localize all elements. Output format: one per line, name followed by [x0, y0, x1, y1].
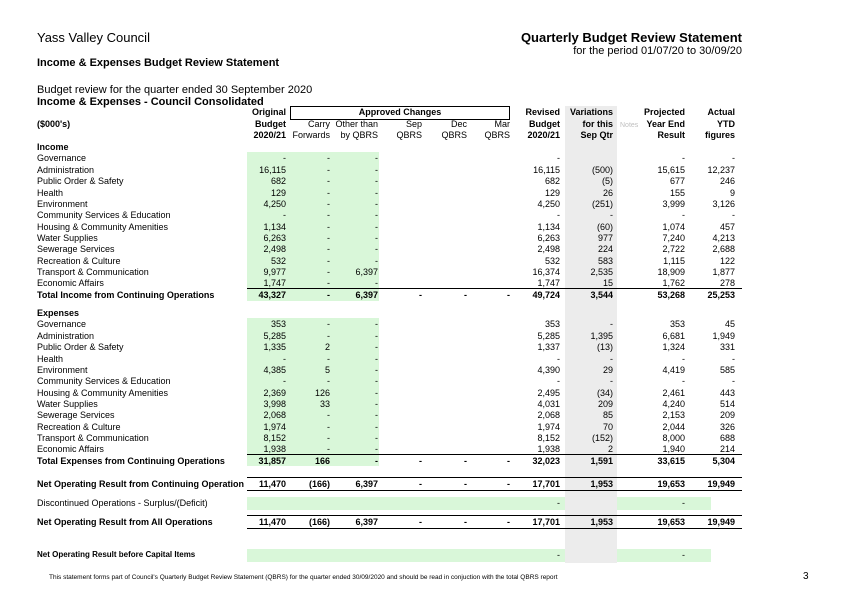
cell-variations-sep-qtr: - [610, 210, 613, 220]
cell-variations-sep-qtr: 15 [602, 278, 613, 288]
cell-revised-budget: - [557, 153, 560, 163]
cell-variations-sep-qtr: 26 [602, 188, 613, 198]
cell-projected-year-end: 2,153 [662, 410, 685, 420]
cell-original-budget: 9,977 [263, 267, 286, 277]
cell-carry-forwards: - [327, 244, 330, 254]
row-label: Sewerage Services [37, 410, 115, 420]
cell-actual-ytd: 326 [719, 422, 735, 432]
cell-projected-year-end: 1,762 [662, 278, 685, 288]
cell-revised-budget: 532 [544, 256, 560, 266]
table-row [37, 243, 742, 255]
row-label: Community Services & Education [37, 210, 171, 220]
table-row [37, 152, 742, 164]
cell-original-budget: 11,470 [258, 479, 286, 489]
row-label: Total Expenses from Continuing Operations [37, 456, 225, 466]
cell-mar-qbrs: - [507, 456, 510, 466]
cell-carry-forwards: - [327, 176, 330, 186]
cell-carry-forwards: - [327, 433, 330, 443]
cell-actual-ytd: - [732, 210, 735, 220]
cell-other-than-qbrs: - [375, 278, 378, 288]
cell-variations-sep-qtr: (60) [596, 222, 613, 232]
cell-projected-year-end: 7,240 [662, 233, 685, 243]
row-label: Environment [37, 365, 88, 375]
cell-original-budget: 2,498 [263, 244, 286, 254]
cell-projected-year-end: - [682, 376, 685, 386]
cell-actual-ytd: - [732, 354, 735, 364]
cell-original-budget: 11,470 [258, 517, 286, 527]
cell-revised-budget: - [557, 550, 560, 560]
projected-header-3: Result [657, 130, 685, 140]
cell-variations-sep-qtr: 224 [597, 244, 613, 254]
carry-header-2: Forwards [292, 130, 330, 140]
row-label: Public Order & Safety [37, 176, 124, 186]
total-rule [247, 288, 742, 289]
cell-projected-year-end: 8,000 [662, 433, 685, 443]
table-row [37, 375, 742, 387]
table-row [37, 516, 742, 528]
cell-revised-budget: 1,938 [537, 444, 560, 454]
cell-original-budget: 16,115 [259, 165, 286, 175]
footer-note: This statement forms part of Council's Quarterly Budget Review Statement (QBRS) for the quarter ended 30/09/2020 and should be read in conjuction with the total QBRS report [49, 574, 558, 581]
approved-changes-header: Approved Changes [358, 107, 442, 117]
cell-other-than-qbrs: - [375, 410, 378, 420]
table-row [37, 455, 742, 467]
cell-actual-ytd: 25,253 [707, 290, 735, 300]
row-label: Public Order & Safety [37, 342, 124, 352]
cell-actual-ytd: 214 [719, 444, 735, 454]
table-row [37, 497, 742, 509]
cell-original-budget: 6,263 [263, 233, 286, 243]
cell-projected-year-end: 53,268 [657, 290, 685, 300]
page-number: 3 [803, 571, 809, 582]
cell-revised-budget: 49,724 [532, 290, 560, 300]
cell-carry-forwards: - [327, 267, 330, 277]
cell-other-than-qbrs: - [375, 222, 378, 232]
consolidated-heading: Income & Expenses - Council Consolidated [37, 96, 264, 108]
cell-original-budget: 43,327 [258, 290, 286, 300]
cell-actual-ytd: 5,304 [712, 456, 735, 466]
row-label: Net Operating Result before Capital Items [37, 550, 196, 559]
cell-other-than-qbrs: - [375, 165, 378, 175]
cell-mar-qbrs: - [507, 290, 510, 300]
table-row [37, 478, 742, 490]
row-label: Transport & Communication [37, 433, 149, 443]
cell-revised-budget: 1,134 [537, 222, 560, 232]
other-header-2: by QBRS [340, 130, 378, 140]
mar-qbrs-header-2: QBRS [484, 130, 510, 140]
cell-revised-budget: 4,250 [537, 199, 560, 209]
council-name: Yass Valley Council [37, 30, 150, 45]
cell-carry-forwards: 33 [319, 399, 330, 409]
table-row [37, 289, 742, 301]
cell-projected-year-end: 2,461 [662, 388, 685, 398]
net-rule-top [247, 477, 742, 478]
table-row [37, 549, 742, 561]
cell-carry-forwards: - [327, 422, 330, 432]
cell-carry-forwards: - [327, 199, 330, 209]
cell-other-than-qbrs: - [375, 210, 378, 220]
cell-revised-budget: 1,747 [537, 278, 560, 288]
cell-variations-sep-qtr: 1,953 [590, 517, 613, 527]
cell-actual-ytd: 457 [719, 222, 735, 232]
cell-actual-ytd: 514 [719, 399, 735, 409]
cell-variations-sep-qtr: (13) [596, 342, 613, 352]
table-row [37, 341, 742, 353]
cell-revised-budget: 1,974 [537, 422, 560, 432]
cell-projected-year-end: 2,044 [662, 422, 685, 432]
cell-variations-sep-qtr: 1,591 [590, 456, 613, 466]
statement-period: for the period 01/07/20 to 30/09/20 [573, 45, 742, 57]
cell-projected-year-end: 19,653 [657, 517, 685, 527]
cell-original-budget: 31,857 [258, 456, 286, 466]
revised-header-2: Budget [529, 119, 560, 129]
cell-projected-year-end: - [682, 550, 685, 560]
statement-subtitle: Income & Expenses Budget Review Statement [37, 57, 280, 69]
sep-qbrs-header-2: QBRS [396, 130, 422, 140]
cell-other-than-qbrs: - [375, 153, 378, 163]
cell-actual-ytd: 3,126 [712, 199, 735, 209]
cell-other-than-qbrs: - [375, 376, 378, 386]
original-header-3: 2020/21 [253, 130, 286, 140]
cell-actual-ytd: 1,949 [712, 331, 735, 341]
cell-carry-forwards: 2 [324, 342, 330, 352]
cell-variations-sep-qtr: (251) [591, 199, 613, 209]
cell-variations-sep-qtr: (152) [591, 433, 613, 443]
cell-projected-year-end: 18,909 [657, 267, 685, 277]
row-label: Economic Affairs [37, 444, 104, 454]
cell-carry-forwards: - [327, 444, 330, 454]
row-label: Transport & Communication [37, 267, 149, 277]
review-description: Budget review for the quarter ended 30 September 2020 [37, 84, 313, 96]
cell-revised-budget: 4,390 [537, 365, 560, 375]
cell-revised-budget: 2,495 [537, 388, 560, 398]
cell-actual-ytd: 246 [719, 176, 735, 186]
cell-original-budget: - [283, 210, 286, 220]
cell-variations-sep-qtr: (5) [602, 176, 613, 186]
actual-header-1: Actual [707, 107, 735, 117]
cell-other-than-qbrs: - [375, 199, 378, 209]
cell-projected-year-end: 1,074 [662, 222, 685, 232]
variations-header-2: for this [582, 119, 613, 129]
cell-revised-budget: - [557, 498, 560, 508]
cell-projected-year-end: 1,940 [662, 444, 685, 454]
cell-original-budget: 3,998 [263, 399, 286, 409]
cell-other-than-qbrs: - [375, 331, 378, 341]
variations-header-1: Variations [569, 107, 613, 117]
net-rule-top [247, 515, 742, 516]
cell-carry-forwards: - [327, 319, 330, 329]
cell-other-than-qbrs: - [375, 354, 378, 364]
table-row [37, 409, 742, 421]
cell-revised-budget: 17,701 [532, 479, 560, 489]
cell-actual-ytd: 12,237 [707, 165, 735, 175]
cell-variations-sep-qtr: 209 [597, 399, 613, 409]
cell-carry-forwards: - [327, 233, 330, 243]
cell-actual-ytd: 45 [724, 319, 735, 329]
cell-carry-forwards: 5 [324, 365, 330, 375]
cell-revised-budget: - [557, 210, 560, 220]
table-row [37, 209, 742, 221]
cell-projected-year-end: 15,615 [657, 165, 685, 175]
cell-projected-year-end: 19,653 [657, 479, 685, 489]
cell-original-budget: 1,974 [263, 422, 286, 432]
cell-actual-ytd: 331 [719, 342, 735, 352]
cell-carry-forwards: (166) [308, 517, 330, 527]
cell-carry-forwards: - [327, 153, 330, 163]
cell-other-than-qbrs: - [375, 176, 378, 186]
row-label: Community Services & Education [37, 376, 171, 386]
cell-revised-budget: 2,068 [537, 410, 560, 420]
cell-sep-qbrs: - [419, 517, 422, 527]
cell-revised-budget: 1,337 [537, 342, 560, 352]
cell-other-than-qbrs: 6,397 [355, 290, 378, 300]
cell-actual-ytd: 585 [719, 365, 735, 375]
row-label: Recreation & Culture [37, 422, 121, 432]
cell-actual-ytd: 9 [729, 188, 735, 198]
row-label: Administration [37, 165, 95, 175]
original-header-2: Budget [255, 119, 286, 129]
cell-original-budget: - [283, 376, 286, 386]
cell-actual-ytd: 443 [719, 388, 735, 398]
cell-original-budget: 2,068 [263, 410, 286, 420]
cell-original-budget: 8,152 [263, 433, 286, 443]
mar-qbrs-header-1: Mar [494, 119, 510, 129]
cell-revised-budget: 129 [544, 188, 560, 198]
row-label: Governance [37, 153, 87, 163]
cell-dec-qbrs: - [464, 479, 467, 489]
carry-header-1: Carry [308, 119, 330, 129]
cell-revised-budget: 16,374 [532, 267, 560, 277]
cell-other-than-qbrs: 6,397 [355, 479, 378, 489]
cell-revised-budget: 4,031 [537, 399, 560, 409]
dec-qbrs-header-2: QBRS [441, 130, 467, 140]
cell-mar-qbrs: - [507, 479, 510, 489]
cell-variations-sep-qtr: 977 [597, 233, 613, 243]
row-label: Health [37, 188, 64, 198]
cell-original-budget: - [283, 354, 286, 364]
row-label: Net Operating Result from All Operations [37, 517, 213, 527]
cell-original-budget: 532 [270, 256, 286, 266]
cell-sep-qbrs: - [419, 479, 422, 489]
cell-revised-budget: 682 [544, 176, 560, 186]
cell-other-than-qbrs: - [375, 233, 378, 243]
cell-actual-ytd: 278 [719, 278, 735, 288]
cell-carry-forwards: - [327, 278, 330, 288]
cell-other-than-qbrs: - [375, 244, 378, 254]
cell-variations-sep-qtr: 2 [607, 444, 613, 454]
cell-variations-sep-qtr: 583 [597, 256, 613, 266]
cell-variations-sep-qtr: (500) [591, 165, 613, 175]
cell-actual-ytd: - [732, 376, 735, 386]
cell-actual-ytd: 1,877 [712, 267, 735, 277]
cell-actual-ytd: 688 [719, 433, 735, 443]
cell-actual-ytd: 19,949 [707, 517, 735, 527]
net-rule-bottom [247, 528, 742, 529]
total-rule [247, 454, 742, 455]
projected-header-1: Projected [643, 107, 685, 117]
cell-other-than-qbrs: - [375, 433, 378, 443]
cell-carry-forwards: - [327, 256, 330, 266]
cell-projected-year-end: 1,115 [663, 256, 685, 266]
other-header-1: Other than [335, 119, 378, 129]
statement-title: Quarterly Budget Review Statement [520, 30, 742, 45]
cell-dec-qbrs: - [464, 517, 467, 527]
cell-projected-year-end: 4,419 [662, 365, 685, 375]
cell-other-than-qbrs: 6,397 [355, 517, 378, 527]
cell-actual-ytd: 19,949 [707, 479, 735, 489]
cell-projected-year-end: 4,240 [662, 399, 685, 409]
row-label: Housing & Community Amenities [37, 222, 169, 232]
cell-actual-ytd: 4,213 [712, 233, 735, 243]
cell-carry-forwards: 126 [314, 388, 330, 398]
cell-variations-sep-qtr: 1,395 [590, 331, 613, 341]
cell-revised-budget: - [557, 354, 560, 364]
cell-projected-year-end: - [682, 210, 685, 220]
cell-revised-budget: 2,498 [537, 244, 560, 254]
cell-dec-qbrs: - [464, 456, 467, 466]
cell-dec-qbrs: - [464, 290, 467, 300]
cell-carry-forwards: - [327, 410, 330, 420]
row-label: Housing & Community Amenities [37, 388, 169, 398]
cell-projected-year-end: 1,324 [662, 342, 685, 352]
table-row [37, 318, 742, 330]
cell-revised-budget: 17,701 [532, 517, 560, 527]
cell-projected-year-end: 33,615 [657, 456, 685, 466]
revised-header-3: 2020/21 [527, 130, 560, 140]
original-header-1: Original [251, 107, 286, 117]
cell-projected-year-end: 2,722 [662, 244, 685, 254]
cell-original-budget: 1,747 [263, 278, 286, 288]
row-label: Recreation & Culture [37, 256, 121, 266]
cell-other-than-qbrs: - [375, 444, 378, 454]
row-label: Net Operating Result from Continuing Operation [37, 479, 244, 489]
cell-sep-qbrs: - [419, 290, 422, 300]
cell-carry-forwards: - [327, 354, 330, 364]
cell-carry-forwards: - [327, 376, 330, 386]
cell-carry-forwards: - [327, 188, 330, 198]
cell-original-budget: 129 [270, 188, 286, 198]
cell-original-budget: - [283, 153, 286, 163]
cell-sep-qbrs: - [419, 456, 422, 466]
cell-revised-budget: - [557, 376, 560, 386]
cell-variations-sep-qtr: - [610, 354, 613, 364]
cell-actual-ytd: 122 [719, 256, 735, 266]
cell-original-budget: 4,385 [263, 365, 286, 375]
cell-projected-year-end: 3,999 [662, 199, 685, 209]
row-label: Sewerage Services [37, 244, 115, 254]
dec-qbrs-header-1: Dec [450, 119, 467, 129]
row-label: Administration [37, 331, 95, 341]
actual-header-2: YTD [717, 119, 735, 129]
cell-projected-year-end: 6,681 [662, 331, 685, 341]
cell-original-budget: 4,250 [263, 199, 286, 209]
cell-revised-budget: 5,285 [537, 331, 560, 341]
cell-projected-year-end: - [682, 153, 685, 163]
cell-revised-budget: 16,115 [533, 165, 560, 175]
cell-carry-forwards: - [327, 165, 330, 175]
cell-variations-sep-qtr: 2,535 [590, 267, 613, 277]
row-label: Economic Affairs [37, 278, 104, 288]
cell-revised-budget: 353 [544, 319, 560, 329]
cell-original-budget: 682 [270, 176, 286, 186]
cell-revised-budget: 6,263 [537, 233, 560, 243]
cell-other-than-qbrs: - [375, 256, 378, 266]
cell-original-budget: 2,369 [263, 388, 286, 398]
cell-variations-sep-qtr: - [610, 376, 613, 386]
cell-original-budget: 1,335 [263, 342, 286, 352]
cell-variations-sep-qtr: 29 [602, 365, 613, 375]
projected-header-2: Year End [646, 119, 685, 129]
cell-carry-forwards: 166 [314, 456, 330, 466]
cell-variations-sep-qtr: 70 [602, 422, 613, 432]
cell-original-budget: 5,285 [263, 331, 286, 341]
cell-other-than-qbrs: - [375, 342, 378, 352]
cell-other-than-qbrs: - [375, 188, 378, 198]
row-label: Expenses [37, 308, 80, 318]
cell-other-than-qbrs: 6,397 [355, 267, 378, 277]
notes-header: Notes [620, 122, 639, 129]
cell-other-than-qbrs: - [375, 388, 378, 398]
cell-carry-forwards: - [327, 331, 330, 341]
cell-original-budget: 1,938 [263, 444, 286, 454]
cell-projected-year-end: 353 [669, 319, 685, 329]
row-label: Governance [37, 319, 87, 329]
cell-carry-forwards: - [327, 210, 330, 220]
cell-revised-budget: 8,152 [537, 433, 560, 443]
cell-carry-forwards: (166) [308, 479, 330, 489]
cell-other-than-qbrs: - [375, 456, 378, 466]
row-label: Water Supplies [37, 399, 98, 409]
cell-actual-ytd: 2,688 [712, 244, 735, 254]
cell-original-budget: 1,134 [263, 222, 286, 232]
cell-carry-forwards: - [327, 290, 330, 300]
units-header: ($000's) [37, 119, 71, 129]
row-label: Water Supplies [37, 233, 98, 243]
row-label: Discontinued Operations - Surplus/(Deficit) [37, 498, 208, 508]
cell-actual-ytd: 209 [719, 410, 735, 420]
cell-actual-ytd: - [732, 153, 735, 163]
table-row [37, 175, 742, 187]
cell-other-than-qbrs: - [375, 319, 378, 329]
cell-variations-sep-qtr: 3,544 [590, 290, 613, 300]
cell-original-budget: 353 [270, 319, 286, 329]
cell-other-than-qbrs: - [375, 365, 378, 375]
row-label: Income [37, 142, 69, 152]
cell-carry-forwards: - [327, 222, 330, 232]
cell-projected-year-end: 677 [669, 176, 685, 186]
cell-projected-year-end: - [682, 354, 685, 364]
cell-mar-qbrs: - [507, 517, 510, 527]
cell-projected-year-end: - [682, 498, 685, 508]
cell-variations-sep-qtr: 85 [602, 410, 613, 420]
cell-variations-sep-qtr: (34) [596, 388, 613, 398]
actual-header-3: figures [704, 130, 735, 140]
variations-header-3: Sep Qtr [580, 130, 613, 140]
row-label: Total Income from Continuing Operations [37, 290, 215, 300]
cell-other-than-qbrs: - [375, 422, 378, 432]
revised-header-1: Revised [525, 107, 560, 117]
net-rule-bottom [247, 490, 742, 491]
cell-variations-sep-qtr: 1,953 [590, 479, 613, 489]
cell-revised-budget: 32,023 [532, 456, 560, 466]
cell-variations-sep-qtr: - [610, 319, 613, 329]
row-label: Environment [37, 199, 88, 209]
cell-projected-year-end: 155 [669, 188, 685, 198]
row-label: Health [37, 354, 64, 364]
cell-other-than-qbrs: - [375, 399, 378, 409]
sep-qbrs-header-1: Sep [405, 119, 422, 129]
